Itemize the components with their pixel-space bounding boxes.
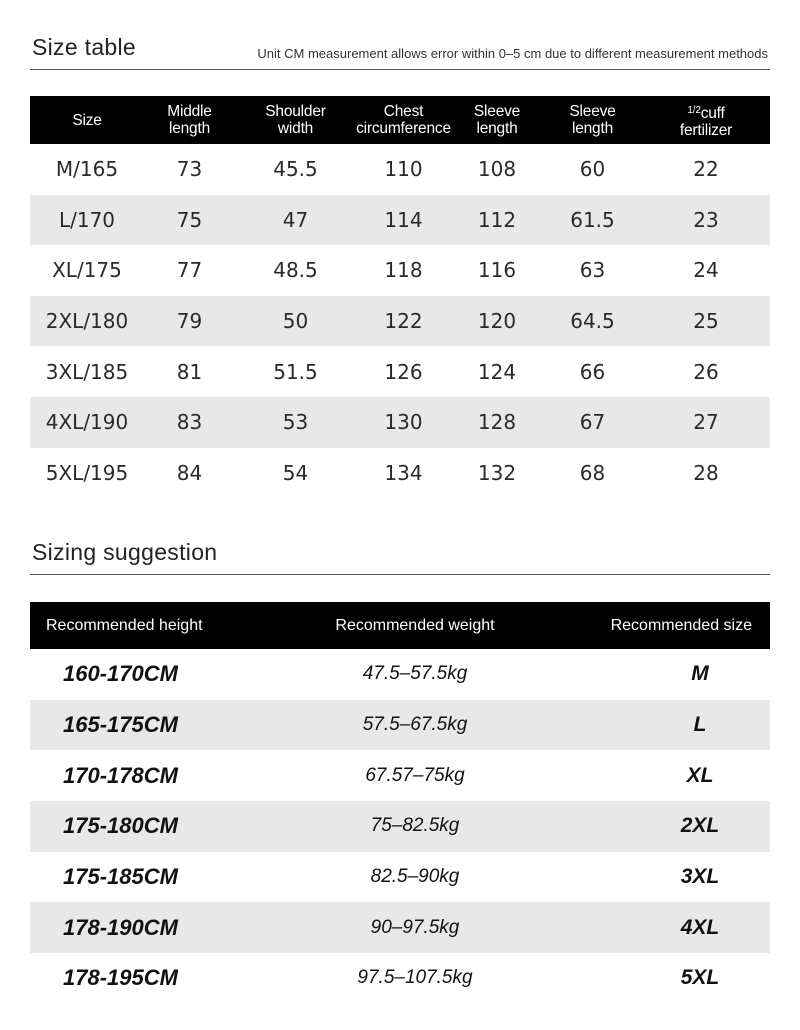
measurement-cell: 75 xyxy=(144,195,235,246)
sizing-suggestion-row xyxy=(30,750,770,801)
measurement-cell: 134 xyxy=(384,460,423,485)
size-cell: XL/175 xyxy=(52,258,122,283)
recommended-size-cell: 4XL xyxy=(560,902,770,953)
measurement-note: Unit CM measurement allows error within 0–5 cm due to different measurement methods xyxy=(257,46,768,61)
header-line-2: circumference xyxy=(356,120,451,137)
size-table-header-cell xyxy=(144,96,235,144)
recommended-size-cell: M xyxy=(691,662,709,686)
measurement-cell: 67 xyxy=(543,397,642,448)
header-line-1: Middle xyxy=(167,103,212,120)
sizing-suggestion-row xyxy=(30,649,770,700)
size-table-header-cell xyxy=(451,96,543,144)
weight-cell: 82.5–90kg xyxy=(370,866,460,888)
measurement-cell: 23 xyxy=(642,195,770,246)
measurement-cell: 108 xyxy=(477,157,517,182)
sizing-suggestion-row xyxy=(30,953,770,1004)
height-cell: 175-180CM xyxy=(30,801,270,852)
measurement-cell: 130 xyxy=(356,397,451,448)
weight-cell: 67.57–75kg xyxy=(365,764,465,786)
measurement-cell: 120 xyxy=(451,296,543,347)
header-line-1: cuff xyxy=(700,104,725,122)
measurement-cell: 45.5 xyxy=(273,157,318,182)
size-cell: 5XL/195 xyxy=(45,460,129,485)
weight-cell: 57.5–67.5kg xyxy=(270,700,560,751)
sizing-suggestion-body xyxy=(30,649,770,1004)
measurement-cell: 110 xyxy=(384,157,423,182)
height-cell: 178-195CM xyxy=(63,965,178,991)
size-table-row xyxy=(30,195,770,246)
size-table-row xyxy=(30,397,770,448)
sizing-suggestion-row xyxy=(30,801,770,852)
measurement-cell: 81 xyxy=(176,359,203,384)
measurement-cell: 48.5 xyxy=(273,258,318,283)
measurement-cell: 126 xyxy=(384,359,423,384)
size-cell: 4XL/190 xyxy=(30,397,144,448)
sizing-suggestion-row xyxy=(30,852,770,903)
header-recommended-height: Recommended height xyxy=(30,602,270,649)
measurement-cell: 84 xyxy=(176,460,203,485)
measurement-cell: 83 xyxy=(144,397,235,448)
sizing-suggestion-header-row xyxy=(30,602,770,649)
measurement-cell: 51.5 xyxy=(273,359,318,384)
measurement-cell: 124 xyxy=(477,359,517,384)
measurement-cell: 22 xyxy=(693,157,719,182)
size-table-row xyxy=(30,144,770,195)
recommended-size-cell: 5XL xyxy=(680,966,720,990)
size-table-header-cell xyxy=(543,96,642,144)
header-recommended-weight: Recommended weight xyxy=(270,602,560,649)
measurement-cell: 28 xyxy=(693,460,719,485)
weight-cell: 97.5–107.5kg xyxy=(357,967,473,989)
size-cell: 3XL/185 xyxy=(45,359,129,384)
sizing-suggestion-title: Sizing suggestion xyxy=(32,539,218,565)
measurement-cell: 132 xyxy=(477,460,517,485)
header-line-1: Shoulder xyxy=(265,103,326,120)
height-cell: 165-175CM xyxy=(30,700,270,751)
measurement-cell: 27 xyxy=(642,397,770,448)
measurement-cell: 61.5 xyxy=(543,195,642,246)
measurement-cell: 53 xyxy=(235,397,356,448)
size-table-row xyxy=(30,448,770,499)
recommended-size-cell: 3XL xyxy=(680,865,720,889)
size-table-row xyxy=(30,245,770,296)
size-table-header-cell xyxy=(642,96,770,144)
size-cell: L/170 xyxy=(30,195,144,246)
weight-cell: 90–97.5kg xyxy=(270,902,560,953)
measurement-cell: 60 xyxy=(579,157,606,182)
measurement-cell: 63 xyxy=(579,258,606,283)
size-table-row xyxy=(30,296,770,347)
size-table-body xyxy=(30,144,770,498)
height-cell: 160-170CM xyxy=(63,661,178,687)
size-cell: 2XL/180 xyxy=(30,296,144,347)
measurement-cell: 118 xyxy=(384,258,423,283)
header-line-2: length xyxy=(168,120,211,137)
measurement-cell: 26 xyxy=(693,359,719,384)
recommended-size-cell: XL xyxy=(686,763,714,787)
sizing-suggestion-table xyxy=(30,602,770,1004)
size-table-title-row xyxy=(30,29,770,70)
size-table-header-cell xyxy=(356,96,451,144)
size-table xyxy=(30,96,770,498)
measurement-cell: 114 xyxy=(356,195,451,246)
sizing-suggestion-row xyxy=(30,902,770,953)
header-line-2: length xyxy=(476,120,518,137)
measurement-cell: 54 xyxy=(282,460,309,485)
header-line-1: Chest xyxy=(383,103,424,120)
recommended-size-cell: 2XL xyxy=(560,801,770,852)
recommended-size-cell: L xyxy=(560,700,770,751)
height-cell: 170-178CM xyxy=(63,762,178,788)
size-table-title: Size table xyxy=(32,34,137,60)
height-cell: 178-190CM xyxy=(30,902,270,953)
measurement-cell: 77 xyxy=(176,258,203,283)
measurement-cell: 122 xyxy=(356,296,451,347)
measurement-cell: 24 xyxy=(693,258,719,283)
size-table-header-cell xyxy=(235,96,356,144)
size-table-row xyxy=(30,346,770,397)
height-cell: 175-185CM xyxy=(63,864,178,890)
measurement-cell: 128 xyxy=(451,397,543,448)
size-cell: M/165 xyxy=(55,157,119,182)
measurement-cell: 50 xyxy=(235,296,356,347)
weight-cell: 75–82.5kg xyxy=(270,801,560,852)
header-line-2: length xyxy=(571,120,614,137)
measurement-cell: 112 xyxy=(451,195,543,246)
size-table-header-cell xyxy=(30,96,144,144)
header-line-2: fertilizer xyxy=(679,121,733,139)
header-recommended-size: Recommended size xyxy=(560,602,770,649)
measurement-cell: 25 xyxy=(642,296,770,347)
header-superscript: 1/2 xyxy=(687,104,701,116)
header-line-2: Size xyxy=(72,111,102,129)
header-line-1: Sleeve xyxy=(473,103,521,120)
sizing-suggestion-title-row xyxy=(30,534,770,575)
measurement-cell: 68 xyxy=(579,460,606,485)
header-line-1: Sleeve xyxy=(569,103,616,120)
measurement-cell: 79 xyxy=(144,296,235,347)
size-table-header-row xyxy=(30,96,770,144)
measurement-cell: 47 xyxy=(235,195,356,246)
sizing-suggestion-row xyxy=(30,700,770,751)
measurement-cell: 116 xyxy=(477,258,517,283)
header-line-2: width xyxy=(277,120,314,137)
measurement-cell: 73 xyxy=(176,157,203,182)
weight-cell: 47.5–57.5kg xyxy=(362,663,468,685)
measurement-cell: 66 xyxy=(579,359,606,384)
measurement-cell: 64.5 xyxy=(543,296,642,347)
